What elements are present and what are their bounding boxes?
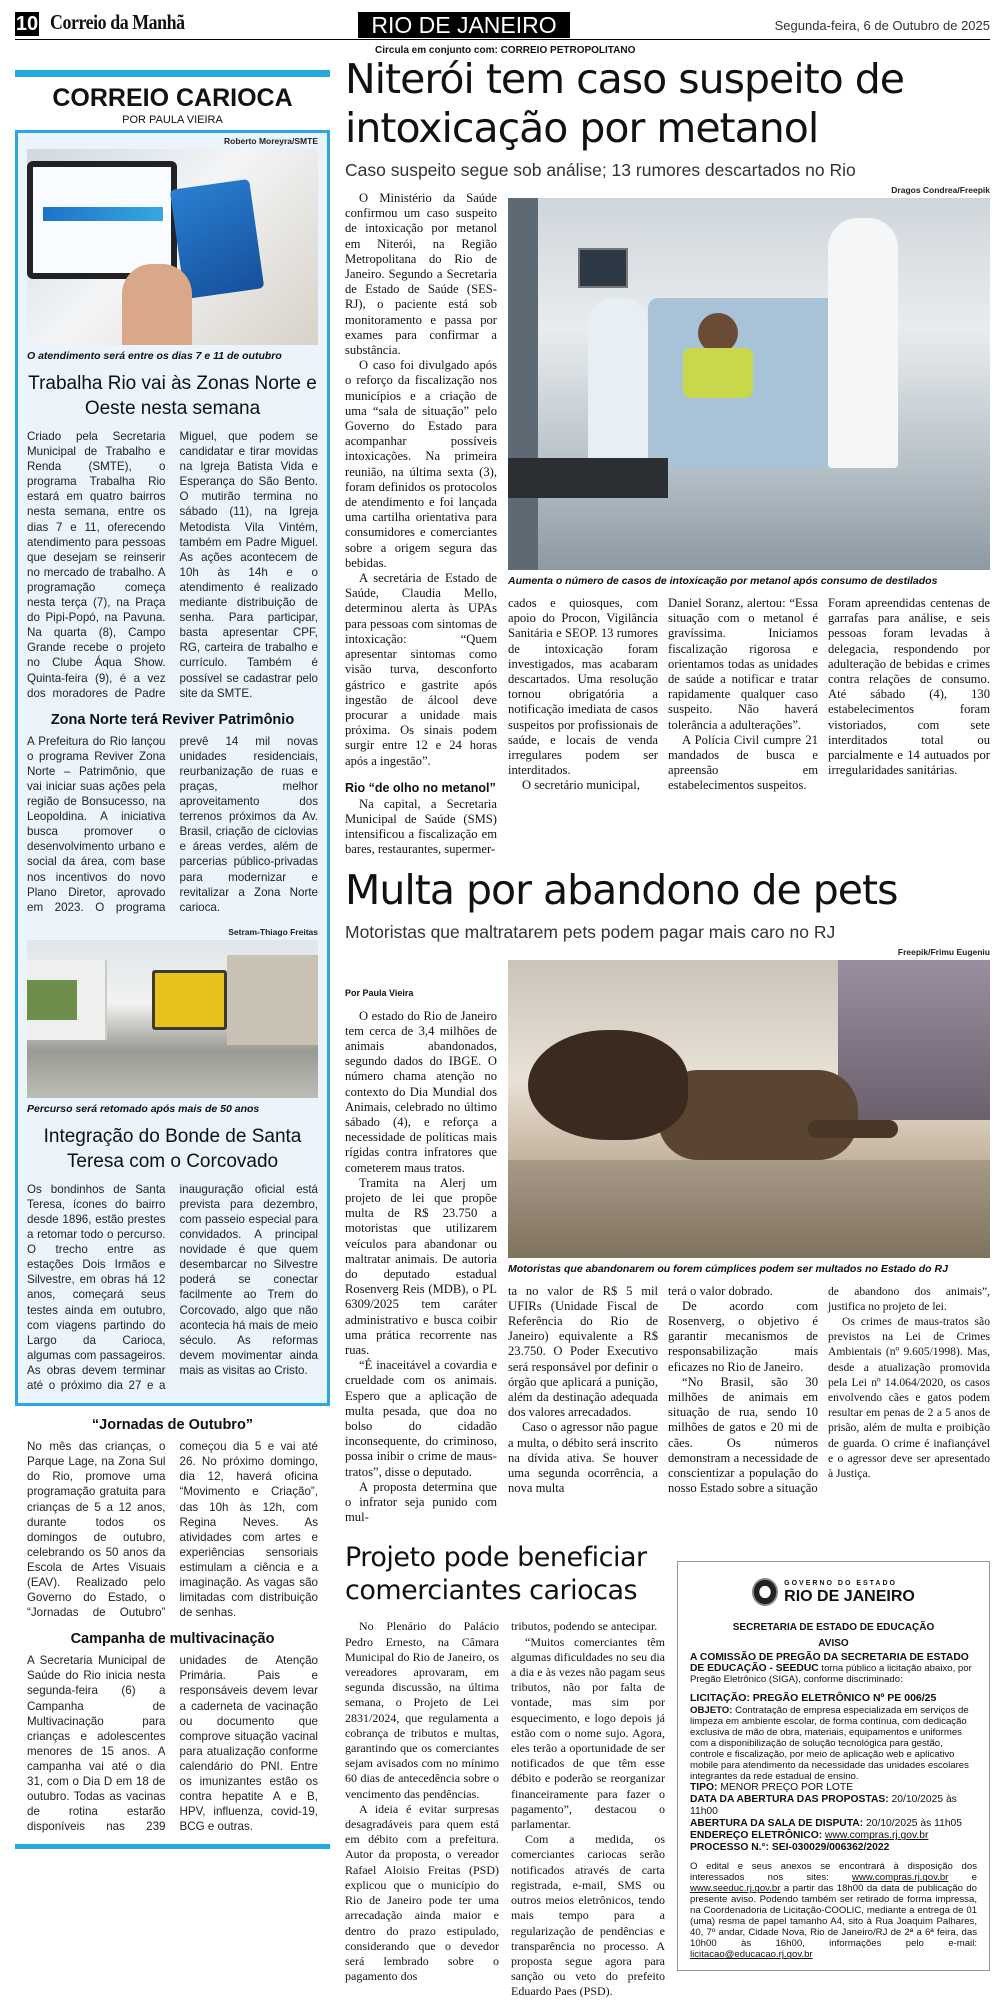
notice-processo: PROCESSO N.°: SEI-030029/006362/2022 (690, 1842, 890, 1854)
value: 20/10/2025 às 11h05 (863, 1818, 963, 1830)
photo-caption: Percurso será retomado após mais de 50 anos (27, 1102, 260, 1115)
dog-photo (508, 960, 990, 1258)
paragraph: A ideia é evitar surpresas desagradáveis para quem está em débito com a prefeitura. Autor da proposta, o vereador Rafael Aloisio Freitas (PSD) explicou que o município do Rio de Janeiro pode ter uma arrecadação ainda maior e dentro do prazo estipulado, considerando que o devedor será lembrado sobre o pagamento dos (345, 1801, 499, 1984)
article-subhead: Rio “de olho no metanol” (345, 780, 496, 795)
column-byline: POR PAULA VIEIRA (122, 114, 223, 126)
notice-endereco (690, 1830, 977, 1842)
story-headline: Zona Norte terá Reviver Patrimônio (50, 711, 295, 728)
article-column (508, 1284, 658, 1497)
hospital-photo (508, 198, 990, 570)
column-bottom-bar (15, 1844, 330, 1849)
pets-right-block (508, 947, 990, 1497)
column-box (15, 130, 330, 1406)
notice-edital (690, 1861, 977, 1960)
logo-main-text: RIO DE JANEIRO (784, 1587, 915, 1605)
text: e (948, 1872, 977, 1884)
paragraph: O estado do Rio de Janeiro tem cerca de 3,4 milhões de animais abandonados, segundo dados do IBGE. O número chama atenção no contexto do Dia Mundial dos Animais, celebrado no último sábado (4), e reforça a necessidade de políticas mais rígidas contra infratores que cometerem maus tratos. (345, 1008, 497, 1175)
pets-byline: Por Paula Vieira (345, 987, 414, 998)
notice-tipo (690, 1782, 977, 1794)
paragraph: Daniel Soranz, alertou: “Essa situação com o metanol é gravíssima. Iniciamos fiscalização rigorosa e orientamos todas as unidades de saúde a notificar e tratar rapidamente qualquer caso suspeito. Não haverá tolerância a adulterações”. (668, 596, 818, 732)
story-body: Os bondinhos de Santa Teresa, ícones do bairro desde 1896, estão prestes a retomar todo o percurso. O trecho entre as estações Dois Irmãos e Silvestre, em obras há 12 anos, começará seus testes ainda em outubro, com viagens partindo do Largo da Carioca, algumas com passageiros. As obras devem terminar até o próximo dia 27 e a inauguração oficial está prevista para dezembro, com passeio especial para convidados. A principal novidade é que quem desembarcar no Silvestre poderá se conectar facilmente ao Trem do Corcovado, algo que não acontecia há mais de meio século. As reformas devem movimentar ainda mais as visitas ao Cristo. (27, 1182, 318, 1393)
correio-carioca-column (15, 70, 330, 1849)
public-notice-ad (677, 1561, 990, 1971)
paragraph: cados e quiosques, com apoio do Procon, Vigilância Sanitária e SEOP. 13 rumores de intoxicação foram investigados, mas acabaram descartados. Uma resolução tornou obrigatória a notificação imediata de casos suspeitos por profissionais de saúde, e locais de venda irregulares podem ser interditados. (508, 596, 658, 778)
paragraph: “É inaceitável a covardia e crueldade com os animais. Espero que a aplicação de multa pesada, que doa no bolso do cidadão inconsequente, do criminoso, possa inibir o crime de maus-tratos”, disse o deputado. (345, 1358, 497, 1479)
dog-head-shape (528, 1030, 688, 1140)
paragraph: Na capital, a Secretaria Municipal de Saúde (SMS) intensificou a fiscalização em bares, restaurantes, supermer- (345, 796, 497, 857)
notice-intro-bold: A COMISSÃO DE PREGÃO DA SECRETARIA DE ESTADO DE EDUCAÇÃO - SEEDUC (690, 1652, 969, 1675)
logo-top-text: GOVERNO DO ESTADO (784, 1579, 897, 1587)
paragraph: A proposta determina que o infrator seja punido com mul- (345, 1479, 497, 1525)
page-number: 10 (15, 13, 39, 35)
background-shape (838, 960, 990, 1120)
label: OBJETO: (690, 1705, 733, 1717)
metanol-lower-columns (508, 596, 990, 794)
issue-date: Segunda-feira, 6 de Outubro de 2025 (774, 18, 990, 33)
story-headline: Integração do Bonde de Santa Teresa com o Corcovado (43, 1125, 302, 1172)
value: Contratação de empresa especializada em serviços de limpeza em ambiente escolar, de forma contínua, com dedicação exclusiva de mão de obra, materiais, equipamentos e uniformes com a disponibilização de solução tecnológica para gestão, controle e fiscalização, por meio de aplicação web e aplicativo mobile para atendimento da necessidade das unidades escolares integrantes da rede estadual de ensino. (690, 1705, 969, 1783)
pets-article (345, 947, 990, 1526)
photo-caption: Aumenta o número de casos de intoxicação por metanol após consumo de destilados (508, 575, 938, 587)
paragraph: Os crimes de maus-tratos são previstos na Lei de Crimes Ambientais (nº 9.605/1998). Mas, desde a atualização promovida pela Lei nº 14.064/2020, os casos envolvendo cães e gatos podem resultar em penas de 2 a 5 anos de prisão, além de multa e proibição de guarda. O crime é inafiançável e o agressor deve ser apresentado à Justiça. (828, 1314, 990, 1480)
article-column (345, 191, 497, 858)
main-headline: Niterói tem caso suspeito de intoxicação por metanol (345, 55, 905, 152)
state-government-logo (690, 1578, 977, 1606)
pets-subheadline: Motoristas que maltratarem pets podem pagar mais caro no RJ (345, 921, 836, 942)
notice-heading: AVISO (818, 1638, 849, 1650)
circulation-note: Circula em conjunto com: CORREIO PETROPOLITANO (375, 45, 636, 56)
seeduc-link[interactable]: www.seeduc.rj.gov.br (690, 1883, 781, 1895)
value: 20/10/2025 às 11h00 (690, 1794, 957, 1818)
paragraph: de abandono dos animais”, justifica no projeto de lei. (828, 1284, 990, 1313)
wall-shape (508, 198, 538, 570)
label: ABERTURA DA SALA DE DISPUTA: (690, 1818, 864, 1830)
coat-of-arms-icon (752, 1578, 778, 1606)
article-column (345, 1009, 497, 1526)
compras-link[interactable]: www.compras.rj.gov.br (825, 1830, 929, 1842)
notice-licitacao: LICITAÇÃO: PREGÃO ELETRÔNICO Nº PE 006/25 (690, 1692, 937, 1705)
notice-intro-text: torna público a licitação abaixo, por Pregão Eletrônico (SIGA), conforme discriminado: (690, 1663, 972, 1686)
article-column (668, 596, 818, 794)
header-rule (15, 39, 990, 40)
main-articles (345, 55, 990, 2000)
value: MENOR PREÇO POR LOTE (717, 1782, 854, 1794)
column-title: CORREIO CARIOCA (52, 84, 293, 112)
paragraph: terá o valor dobrado. (668, 1283, 773, 1298)
building-shape (227, 955, 318, 1045)
patient-head-shape (698, 313, 738, 353)
paragraph: Caso o agressor não pague a multa, o débito será inscrito na dívida ativa. Se houver uma segunda ocorrência, a nova multa (508, 1420, 658, 1496)
notice-objeto (690, 1705, 977, 1782)
paragraph: O Ministério da Saúde confirmou um caso suspeito de intoxicação por metanol em Niterói, na Região Metropolitana do Rio de Janeiro. Segundo a Secretaria de Estado de Saúde (SES-RJ), o paciente está sob monitoramento e passa por exames para confirmar a substância. (345, 191, 497, 358)
paragraph: No Plenário do Palácio Pedro Ernesto, na Câmara Municipal do Rio de Janeiro, os vereadores aprovaram, em segunda discussão, na última semana, o Projeto de Lei 2831/2024, que regulamenta a cobrança de tributos e multas, garantindo que os comerciantes sejam avisados com no mínimo 60 dias de antecedência sobre o vencimento das pendências. (345, 1619, 499, 1801)
hand-shape (122, 264, 192, 345)
photo-credit: Freepik/Frimu Eugeniu (897, 946, 990, 957)
tram-shape (152, 970, 227, 1030)
label: DATA DA ABERTURA DAS PROPOSTAS: (690, 1794, 889, 1806)
paragraph: “No Brasil, são 30 milhões de animais em situação de rua, sendo 10 milhões de gatos e 20 mi de cães. Os números demonstram a necessidade de conscientizar a população do nosso Estado sobre a situação (668, 1374, 818, 1496)
story-body: No mês das crianças, o Parque Lage, na Zona Sul do Rio, promove uma programação gratuita para crianças de 5 a 12 anos, durante todos os domingos de outubro, celebrando os 50 anos da Escola de Artes Visuais (EAV). Realizado pelo Governo do Estado, o “Jornadas de Outubro” começou dia 5 e vai até 26. No próximo domingo, dia 12, haverá oficina “Movimento e Criação”, das 10h às 12h, com Regina Neves. As atividades com artes e experiências sensoriais estimulam a ciência e a imaginação. As vagas são limitadas com distribuição de senhas. (27, 1440, 318, 1620)
paragraph: “Muitos comerciantes têm algumas dificuldades no seu dia a dia e às vezes não pagam seus tributos, não por falta de vontade, mas sim por esquecimento, e logo depois já estão com o nome sujo. Agora, eles terão a oportunidade de ser notificados de que têm esse débito e poderão se reorganizar financeiramente para fazer o pagamento”, destacou o parlamentar. (511, 1634, 665, 1832)
metanol-right-block (508, 185, 990, 794)
tablet-shape (27, 161, 177, 279)
story-headline: Campanha de multivacinação (70, 1631, 275, 1648)
story-body: A Secretaria Municipal de Saúde do Rio inicia nesta segunda-feira (6) a Campanha de Multivacinação para crianças e adolescentes menores de 15 anos. A campanha vai até o dia 31, com o Dia D em 18 de outubro. Todas as vacinas de rotina estarão disponíveis nas 239 unidades de Atenção Primária. Pais e responsáveis devem levar a caderneta de vacinação ou documento que comprove situação vacinal para atualização conforme calendário do PNI. Entre os imunizantes estão os contra hepatite A e B, HPV, influenza, covid-19, BCG e outras. (27, 1654, 318, 1834)
photo-caption: O atendimento será entre os dias 7 e 11 de outubro (27, 350, 282, 362)
paragraph: De acordo com Rosenverg, o objetivo é garantir mecanismos de responsabilização mais eficazes no Rio de Janeiro. (668, 1298, 818, 1374)
notice-abertura (690, 1794, 977, 1818)
bottom-row (345, 1541, 990, 1999)
notice-intro (690, 1652, 977, 1685)
doctor-shape (828, 218, 898, 468)
article-column (511, 1619, 665, 1999)
santa-teresa-tram-photo (27, 940, 318, 1098)
story-body: Criado pela Secretaria Municipal de Trabalho e Renda (SMTE), o programa Trabalha Rio estará em quatro bairros nesta semana, entre os dias 7 e 11, oferecendo atendimento para pessoas que desejam se reinserir no mercado de trabalho. A programação começa nesta terça (7), na Praça do Pipi-Popó, na Pavuna. Na quarta (8), Campo Grande recebe o projeto no Clube Áqua Show. Quinta-feira (9), é a vez dos moradores de Padre Miguel, que podem se candidatar e tirar movidas na Igreja Batista Vida e Esperança do São Bento. O mutirão termina no sábado (11), na Igreja Metodista Vila Vintém, também em Padre Miguel. As ações acontecem de 10h às 14h e o atendimento é realizado mediante distribuição de senha. Para participar, basta apresentar CPF, RG, carteira de trabalho e currículo. Também é possível se cadastrar pelo site da SMTE. (27, 430, 318, 700)
article-column (828, 1284, 990, 1497)
notice-department: SECRETARIA DE ESTADO DE EDUCAÇÃO (732, 1622, 935, 1634)
label: ENDEREÇO ELETRÔNICO: (690, 1830, 823, 1842)
photo-credit: Roberto Moreyra/SMTE (224, 136, 318, 146)
story-body: A Prefeitura do Rio lançou o programa Reviver Zona Norte – Patrimônio, que vai iniciar suas ações pela região de Bonsucesso, na Leopoldina. A iniciativa busca promover o desenvolvimento urbano e social da área, com base nos incentivos do novo Plano Diretor, aprovado em 2023. O programa prevê 14 mil novas unidades residenciais, reurbanização de ruas e praças, melhor aproveitamento dos terrenos próximos da Av. Brasil, criação de ciclovias e áreas verdes, além de parcerias público-privadas para modernizar e revitalizar a Zona Norte carioca. (27, 734, 318, 914)
column-accent-bar (15, 70, 330, 77)
dog-body-shape (658, 1070, 858, 1160)
paragraph: Com a medida, os comerciantes cariocas serão notificados através de carta registrada, e-mail, SMS ou outros meios eletrônicos, tendo mais tempo para a regularização de pendências e transparência no processo. A proposta segue agora para sanção ou veto do prefeito Eduardo Paes (PSD). (511, 1832, 665, 1999)
pets-headline: Multa por abandono de pets (345, 865, 898, 914)
story-headline: “Jornadas de Outubro” (91, 1417, 254, 1434)
article-column (345, 1619, 499, 1999)
monitor-shape (578, 248, 628, 288)
newspaper-name: Correio da Manhã (50, 10, 185, 34)
article-column (668, 1284, 818, 1497)
patient-shirt-shape (683, 348, 753, 398)
article-column (828, 596, 990, 794)
pets-left-column (345, 947, 497, 1526)
sidewalk-shape (508, 1160, 990, 1258)
projeto-article (345, 1541, 665, 1999)
pets-lower-columns (508, 1284, 990, 1497)
compras-link[interactable]: www.compras.rj.gov.br (852, 1872, 949, 1884)
paragraph: ta no valor de R$ 5 mil UFIRs (Unidade Fiscal de Referência do Rio de Janeiro) equivalente a R$ 23.750. O Poder Executivo será responsável por definir o órgão que aplicará a punição, além da destinação adequada dos valores arrecadados. (508, 1283, 658, 1420)
paragraph: A secretária de Estado de Saúde, Claudia Mello, determinou alerta às UPAs para pessoas com sintomas de intoxicação: “Quem apresentar sintomas como visão turva, desconforto gástrico e gastrite após ingestão de álcool deve procurar a unidade mais próxima. Os sinais podem surgir entre 12 e 24 horas após a ingestão”. (345, 571, 497, 768)
article-column (508, 596, 658, 794)
text: O edital e seus anexos se encontrará à disposição dos interessados nos sites: (690, 1861, 977, 1884)
section-label: RIO DE JANEIRO (358, 12, 570, 38)
notice-sala (690, 1818, 977, 1830)
main-subheadline: Caso suspeito segue sob análise; 13 rumores descartados no Rio (345, 160, 856, 180)
keyboard-shape (508, 458, 668, 498)
column-extra-stories (15, 1416, 330, 1834)
dog-paw-shape (808, 1120, 898, 1138)
trabalha-rio-photo (27, 149, 318, 345)
label: TIPO: (690, 1782, 718, 1794)
story-headline: Trabalha Rio vai às Zonas Norte e Oeste nesta semana (28, 373, 317, 419)
paragraph: O secretário municipal, (522, 778, 640, 793)
photo-caption: Motoristas que abandonarem ou forem cúmplices podem ser multados no Estado do RJ (508, 1262, 948, 1275)
photo-credit: Dragos Condrea/Freepik (891, 185, 990, 195)
text: a partir das 18h00 da data de publicação do presente aviso. Podendo também ser retirado de forma impressa, na Coordenadoria de Licitação-COOLIC, mediante a entrega de 01 (uma) resma de papel tamanho A4, sito à Rua Joaquim Palhares, 40, 7º andar, Cidade Nova, Rio de Janeiro/RJ de 2ª a 6ª feira, das 10h00 às 16h00, informações pelo e-mail: (690, 1883, 977, 1950)
email-link[interactable]: licitacao@educacao.rj.gov.br (690, 1949, 813, 1961)
paragraph: Foram apreendidas centenas de garrafas para análise, e seis pessoas foram levadas à delegacia, respondendo por adulteração de bebidas e crimes contra relações de consumo. Até sábado (4), 130 estabelecimentos foram vistoriados, com sete interditados total ou parcialmente e 14 autuados por irregularidades sanitárias. (828, 596, 990, 778)
paragraph: O caso foi divulgado após o reforço da fiscalização nos municípios e a criação de uma “sala de situação” pelo Governo do Estado para acompanhar possíveis intoxicações. Na primeira reunião, na última sexta (3), foram definidos os protocolos de atendimento e foi lançada uma cartilha orientativa para consumidores e comerciantes sobre a origem segura das bebidas. (345, 358, 497, 570)
photo-credit: Setram-Thiago Freitas (228, 926, 318, 937)
paragraph: A Polícia Civil cumpre 21 mandados de busca e apreensão em estabelecimentos suspeitos. (668, 732, 818, 793)
logo-band (43, 207, 163, 221)
projeto-headline: Projeto pode beneficiar comerciantes cariocas (345, 1542, 647, 1607)
paragraph: tributos, podendo se antecipar. (511, 1619, 658, 1634)
projeto-columns (345, 1619, 665, 1999)
metanol-article (345, 185, 990, 858)
paragraph: Tramita na Alerj um projeto de lei que propõe multa de R$ 23.750 a motoristas que utilizarem veículos para abandonar ou maltratar animais. De autoria do deputado estadual Rosenverg Reis (MDB), o PL 6309/2025 tem caráter administrativo e busca coibir uma prática recorrente nas ruas. (345, 1175, 497, 1357)
tree-shape (27, 980, 77, 1020)
